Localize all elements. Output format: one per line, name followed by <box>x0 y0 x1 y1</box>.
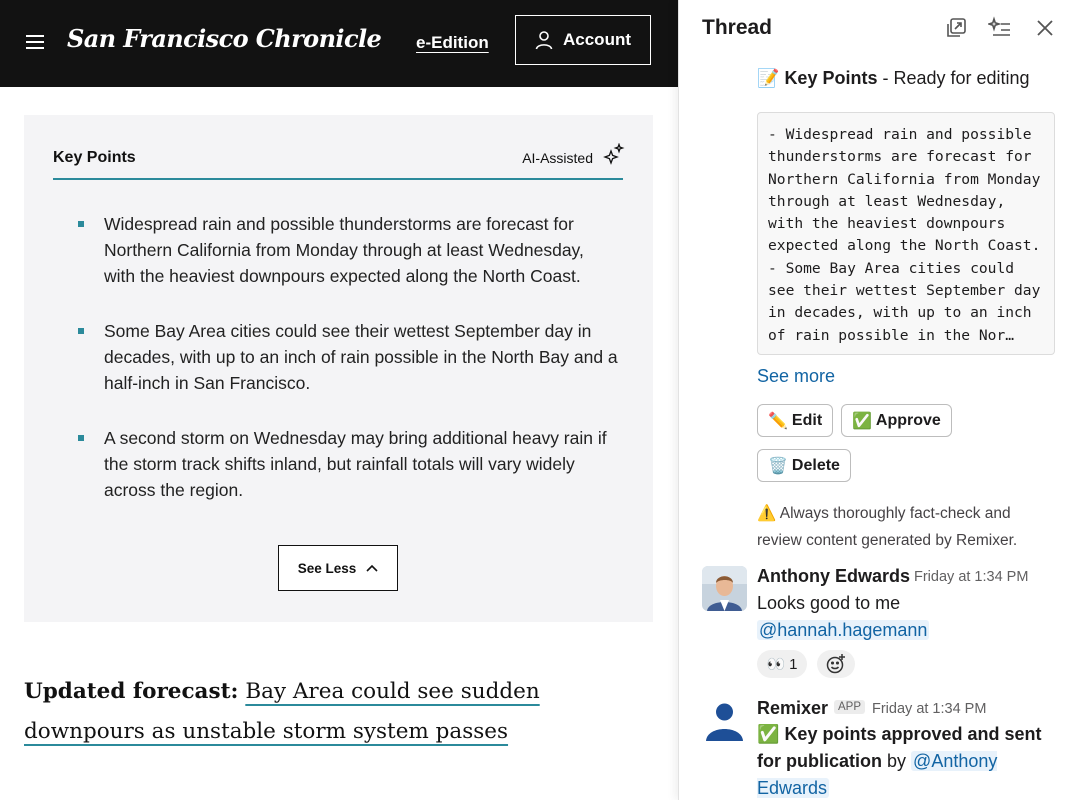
see-less-button[interactable] <box>278 545 398 591</box>
bot-avatar-icon <box>702 697 747 742</box>
bullet-marker <box>78 435 84 441</box>
bot-message-heading <box>757 68 1030 89</box>
edit-label: Edit <box>791 411 823 429</box>
chevron-up-icon <box>366 564 378 572</box>
see-less-label: See Less <box>297 560 357 576</box>
related-link[interactable]: Bay Area could see sudden downpours as unstable storm system passes <box>24 679 540 744</box>
bot-status-text: - Ready for editing <box>882 68 1030 88</box>
user-mention[interactable]: @Anthony Edwards <box>757 751 998 798</box>
add-reaction-button[interactable] <box>817 650 855 678</box>
user-mention[interactable]: @hannah.hagemann <box>759 620 928 640</box>
ai-assisted-label: AI-Assisted <box>522 150 593 166</box>
avatar[interactable] <box>702 566 747 611</box>
message-text: Looks good to me <box>757 593 901 613</box>
fact-check-notice <box>757 500 1047 554</box>
related-prefix: Updated forecast: <box>24 679 239 704</box>
key-points-card <box>24 115 653 622</box>
bot-key-points-title: Key Points <box>784 68 878 88</box>
related-headline <box>24 672 664 752</box>
user-photo-icon <box>702 566 747 611</box>
eyes-icon: 👀 <box>766 655 786 673</box>
key-points-code-block: - Widespread rain and possible thunderstorms are forecast for Northern California from Monday through at least Wednesday, with the heaviest downpours expected along the North Coast. - Some Bay Area cities could see their wettest September day in decades, with up to an inch of rain possible in the Nor… <box>757 112 1055 355</box>
approve-label: Approve <box>875 411 941 429</box>
memo-icon: 📝 <box>757 68 780 89</box>
trash-icon: 🗑️ <box>768 456 788 475</box>
thread-panel <box>678 0 1072 800</box>
site-header <box>0 0 678 87</box>
app-badge: APP <box>834 700 865 714</box>
warning-icon: ⚠️ <box>757 504 777 522</box>
message-author[interactable]: Remixer <box>757 698 829 718</box>
avatar[interactable] <box>702 697 747 742</box>
account-label: Account <box>563 30 631 49</box>
close-icon[interactable] <box>1033 16 1057 40</box>
key-points-divider <box>53 178 623 180</box>
bullet-marker <box>78 221 84 227</box>
key-points-title: Key Points <box>53 149 136 166</box>
key-point-text: Some Bay Area cities could see their wettest September day in decades, with up to an inch of rain possible in the North Bay and a half-inch in San Francisco. <box>104 321 618 393</box>
check-icon: ✅ <box>852 411 872 430</box>
delete-label: Delete <box>791 456 840 474</box>
edit-button[interactable] <box>757 404 833 437</box>
message-timestamp[interactable]: Friday at 1:34 PM <box>914 569 1029 585</box>
e-edition-link[interactable]: e-Edition <box>416 33 489 52</box>
message-author[interactable]: Anthony Edwards <box>757 566 911 586</box>
thread-header <box>679 0 1072 58</box>
approval-text: Key points approved and sent for publication <box>757 724 1042 771</box>
user-icon <box>535 30 553 50</box>
key-point-text: A second storm on Wednesday may bring additional heavy rain if the storm track shifts inland, but rainfall totals will vary widely across the region. <box>104 428 607 500</box>
ai-summary-icon[interactable] <box>988 16 1012 40</box>
site-logo[interactable]: San Francisco Chronicle <box>67 24 382 53</box>
pencil-icon: ✏️ <box>768 411 788 430</box>
add-emoji-icon <box>825 653 847 675</box>
sparkle-icon <box>603 143 625 167</box>
message-timestamp[interactable]: Friday at 1:34 PM <box>872 701 987 717</box>
account-button[interactable] <box>515 15 651 65</box>
key-point-item <box>78 211 618 289</box>
key-point-text: Widespread rain and possible thunderstorms are forecast for Northern California from Monday through at least Wednesday, with the heaviest downpours expected along the North Coast. <box>104 214 584 286</box>
delete-button[interactable] <box>757 449 851 482</box>
notice-text: Always thoroughly fact-check and review content generated by Remixer. <box>757 505 1018 549</box>
message-mention-line <box>757 617 929 644</box>
menu-icon[interactable] <box>26 35 44 49</box>
reaction-eyes[interactable] <box>757 650 807 678</box>
check-icon: ✅ <box>757 724 780 745</box>
key-point-item <box>78 318 618 396</box>
see-more-link[interactable]: See more <box>757 366 836 386</box>
reaction-count: 1 <box>789 655 798 673</box>
by-text: by <box>887 751 907 771</box>
bullet-marker <box>78 328 84 334</box>
key-points-list <box>78 211 618 532</box>
approve-button[interactable] <box>841 404 952 437</box>
open-in-window-icon[interactable] <box>944 16 968 40</box>
thread-title: Thread <box>702 16 773 39</box>
key-point-item <box>78 425 618 503</box>
message-text <box>757 721 1057 800</box>
